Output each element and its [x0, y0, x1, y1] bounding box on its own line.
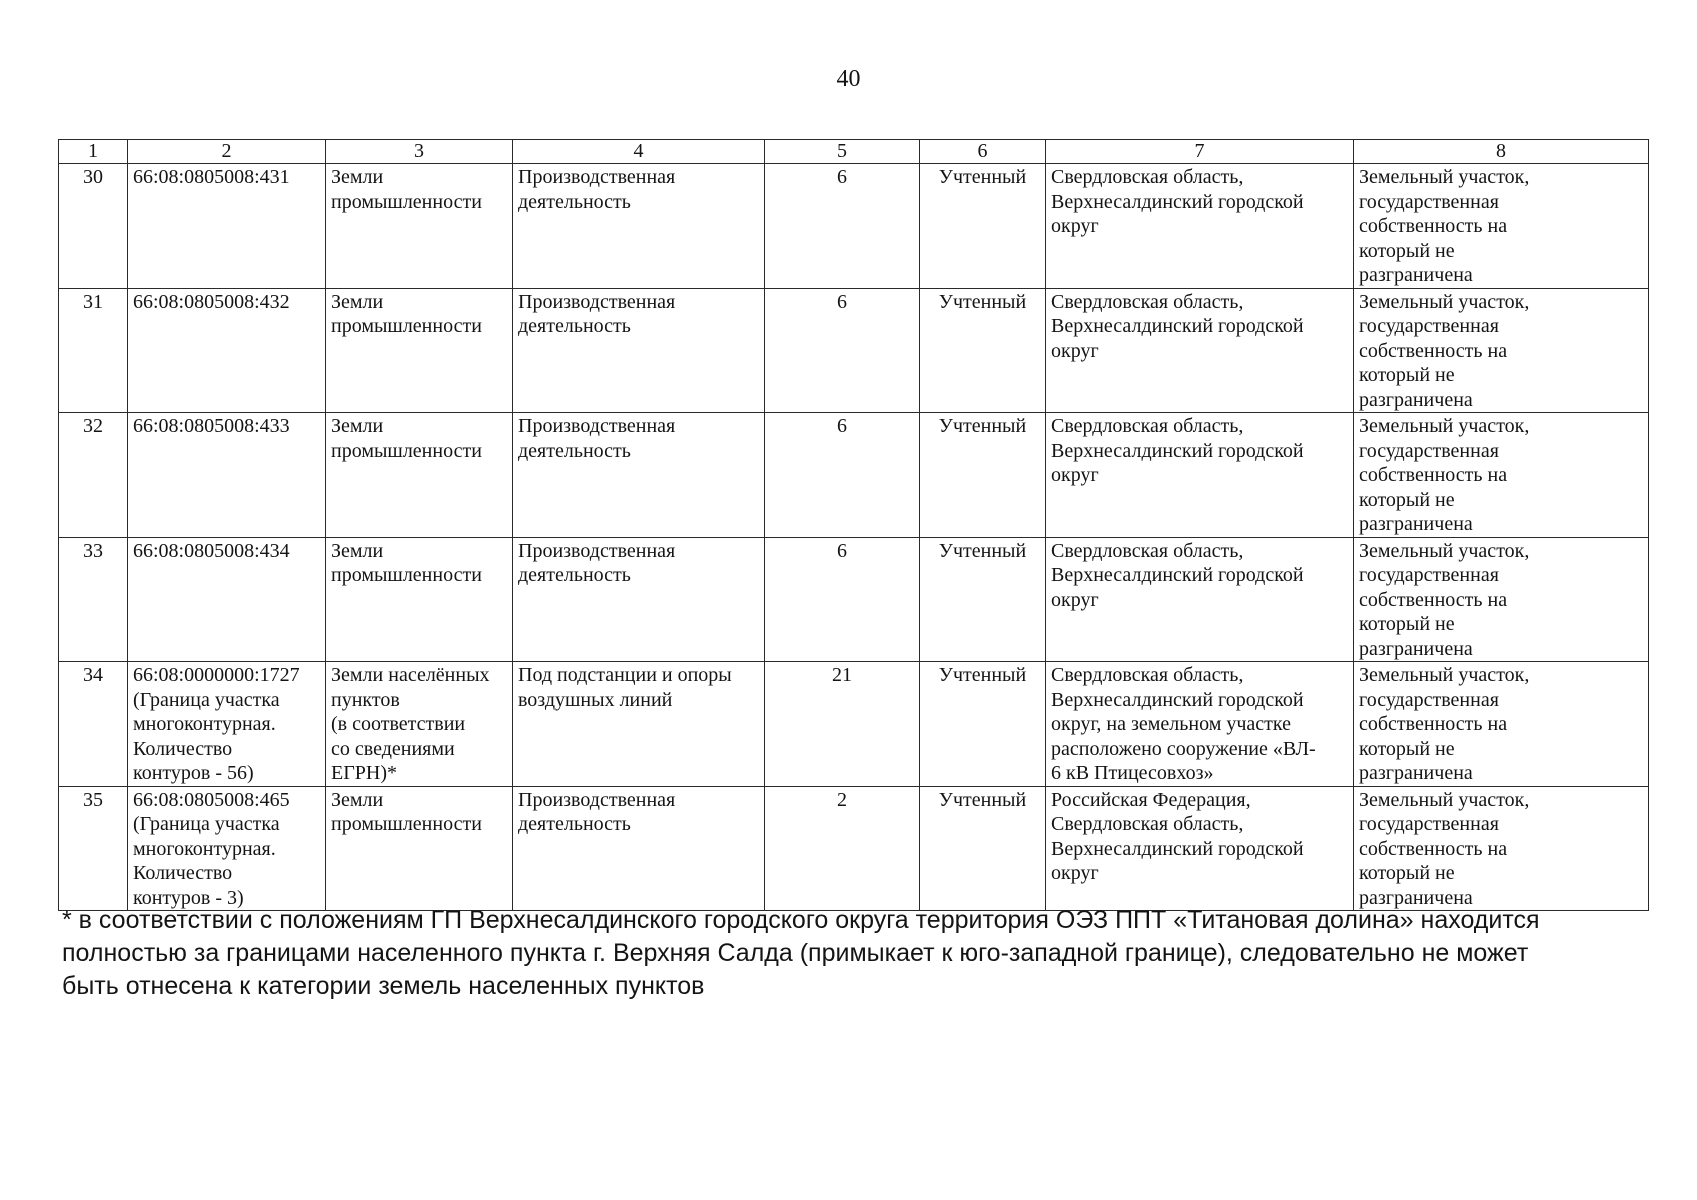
cell-text-line: Свердловская область, — [1051, 415, 1244, 437]
land-category-cell — [326, 537, 513, 662]
cell-text-line: Свердловская область, — [1051, 539, 1244, 562]
row-number-cell: 31 — [59, 288, 128, 413]
cell-text-line: Верхнесалдинский городской — [1051, 688, 1304, 711]
cell-text-line: Земли — [331, 166, 384, 188]
column-number: 8 — [1354, 140, 1649, 164]
land-category-cell — [326, 288, 513, 413]
permitted-use-cell — [513, 164, 765, 289]
cell-text-line: Производственная — [518, 290, 676, 313]
ownership-cell — [1354, 662, 1649, 787]
area-cell: 6 — [765, 537, 920, 662]
cell-text-line: промышленности — [331, 813, 482, 835]
cell-text-line: Верхнесалдинский городской — [1051, 439, 1304, 462]
status-cell: Учтенный — [920, 413, 1046, 538]
cell-text-line: Земельный участок, — [1359, 539, 1530, 562]
cell-text-line: Верхнесалдинский городской — [1051, 564, 1304, 586]
cell-text-line: деятельность — [518, 439, 631, 462]
cell-text-line: Свердловская область, — [1051, 664, 1244, 686]
cell-text-line: Под подстанции и опоры — [518, 664, 732, 686]
cell-text-line: Российская Федерация, — [1051, 788, 1251, 811]
column-number: 3 — [326, 140, 513, 164]
cell-text-line: воздушных линий — [518, 688, 673, 711]
cell-text-line: промышленности — [331, 439, 482, 462]
cell-text-line: Производственная — [518, 788, 676, 811]
cell-text-line: государственная — [1359, 688, 1499, 711]
cell-text-line: Земли — [331, 290, 384, 313]
cadastral-number-cell — [128, 537, 326, 662]
cell-text-line: собственность на — [1359, 588, 1508, 611]
cell-text-line: округ — [1051, 339, 1099, 362]
cell-text-line: который не — [1359, 239, 1455, 262]
address-cell — [1046, 413, 1354, 538]
column-number: 5 — [765, 140, 920, 164]
cell-text-line: Производственная — [518, 415, 676, 437]
cell-text-line: (в соответствии — [331, 713, 466, 735]
column-number: 7 — [1046, 140, 1354, 164]
row-number-cell: 34 — [59, 662, 128, 787]
table-row — [59, 413, 1649, 538]
ownership-cell — [1354, 164, 1649, 289]
permitted-use-cell — [513, 288, 765, 413]
cell-text-line: контуров - 3) — [133, 886, 244, 909]
cell-text-line: Количество — [133, 862, 233, 884]
column-number: 1 — [59, 140, 128, 164]
table-row — [59, 537, 1649, 662]
cell-text-line: Свердловская область, — [1051, 166, 1244, 188]
land-category-cell — [326, 786, 513, 911]
cell-text-line: многоконтурная. — [133, 713, 276, 735]
cell-text-line: Земли — [331, 788, 384, 811]
row-number-cell: 30 — [59, 164, 128, 289]
cell-text-line: промышленности — [331, 190, 482, 213]
address-cell — [1046, 662, 1354, 787]
page-number: 40 — [836, 66, 861, 92]
cell-text-line: Земельный участок, — [1359, 290, 1530, 313]
cell-text-line: 66:08:0805008:431 — [133, 166, 290, 188]
footnote-line: * в соответствии с положениям ГП Верхнесалдинского городского округа территория ОЭЗ ППТ «Титановая долина» находится — [62, 906, 1540, 934]
cell-text-line: государственная — [1359, 315, 1499, 337]
cell-text-line: контуров - 56) — [133, 762, 254, 784]
ownership-cell — [1354, 288, 1649, 413]
cell-text-line: Количество — [133, 737, 233, 760]
cell-text-line: округ, на земельном участке — [1051, 713, 1292, 735]
permitted-use-cell — [513, 537, 765, 662]
permitted-use-cell — [513, 786, 765, 911]
permitted-use-cell — [513, 413, 765, 538]
ownership-cell — [1354, 413, 1649, 538]
cell-text-line: разграничена — [1359, 886, 1473, 909]
cadastral-number-cell — [128, 288, 326, 413]
cell-text-line: расположено сооружение «ВЛ- — [1051, 737, 1316, 760]
cell-text-line: Верхнесалдинский городской — [1051, 837, 1304, 860]
ownership-cell — [1354, 537, 1649, 662]
cell-text-line: который не — [1359, 613, 1455, 635]
cell-text-line: Производственная — [518, 539, 676, 562]
area-cell: 6 — [765, 413, 920, 538]
area-cell: 2 — [765, 786, 920, 911]
cell-text-line: Свердловская область, — [1051, 813, 1244, 835]
footnote-line: полностью за границами населенного пункта г. Верхняя Салда (примыкает к юго-западной границе), следовательно не может — [62, 939, 1529, 967]
cell-text-line: государственная — [1359, 190, 1499, 213]
status-cell: Учтенный — [920, 164, 1046, 289]
land-plots-table — [58, 139, 1649, 911]
cell-text-line: Земли — [331, 539, 384, 562]
cell-text-line: собственность на — [1359, 837, 1508, 860]
cell-text-line: (Граница участка — [133, 688, 280, 711]
cell-text-line: деятельность — [518, 564, 631, 586]
table-row — [59, 164, 1649, 289]
address-cell — [1046, 164, 1354, 289]
cell-text-line: деятельность — [518, 190, 631, 213]
cell-text-line: Земли — [331, 415, 384, 437]
row-number-cell: 33 — [59, 537, 128, 662]
address-cell — [1046, 786, 1354, 911]
area-cell: 6 — [765, 288, 920, 413]
cell-text-line: пунктов — [331, 688, 400, 711]
row-number-cell: 35 — [59, 786, 128, 911]
area-cell: 21 — [765, 662, 920, 787]
cell-text-line: округ — [1051, 464, 1099, 486]
column-number: 6 — [920, 140, 1046, 164]
cell-text-line: 66:08:0805008:432 — [133, 290, 290, 313]
cell-text-line: Земельный участок, — [1359, 166, 1530, 188]
cell-text-line: многоконтурная. — [133, 837, 276, 860]
cadastral-number-cell — [128, 786, 326, 911]
address-cell — [1046, 288, 1354, 413]
column-number: 4 — [513, 140, 765, 164]
cell-text-line: который не — [1359, 488, 1455, 511]
cell-text-line: 66:08:0805008:465 — [133, 788, 290, 811]
cell-text-line: который не — [1359, 862, 1455, 884]
permitted-use-cell — [513, 662, 765, 787]
row-number-cell: 32 — [59, 413, 128, 538]
address-cell — [1046, 537, 1354, 662]
status-cell: Учтенный — [920, 537, 1046, 662]
status-cell: Учтенный — [920, 786, 1046, 911]
cell-text-line: собственность на — [1359, 339, 1508, 362]
cell-text-line: промышленности — [331, 564, 482, 586]
cell-text-line: Верхнесалдинский городской — [1051, 315, 1304, 337]
cell-text-line: (Граница участка — [133, 813, 280, 835]
cell-text-line: Верхнесалдинский городской — [1051, 190, 1304, 213]
status-cell: Учтенный — [920, 662, 1046, 787]
cadastral-number-cell — [128, 413, 326, 538]
table-row — [59, 786, 1649, 911]
cell-text-line: Земельный участок, — [1359, 415, 1530, 437]
cell-text-line: 66:08:0805008:434 — [133, 539, 290, 562]
cell-text-line: разграничена — [1359, 388, 1473, 411]
table-row — [59, 288, 1649, 413]
ownership-cell — [1354, 786, 1649, 911]
cell-text-line: округ — [1051, 215, 1099, 237]
cell-text-line: собственность на — [1359, 215, 1508, 237]
cell-text-line: который не — [1359, 737, 1455, 760]
cell-text-line: промышленности — [331, 315, 482, 337]
cell-text-line: Свердловская область, — [1051, 290, 1244, 313]
cell-text-line: собственность на — [1359, 464, 1508, 486]
cadastral-number-cell — [128, 662, 326, 787]
footnote-line: быть отнесена к категории земель населенных пунктов — [62, 972, 705, 1000]
cell-text-line: Производственная — [518, 166, 676, 188]
cell-text-line: разграничена — [1359, 513, 1473, 535]
land-category-cell — [326, 164, 513, 289]
status-cell: Учтенный — [920, 288, 1046, 413]
cell-text-line: который не — [1359, 364, 1455, 386]
land-category-cell — [326, 662, 513, 787]
cell-text-line: деятельность — [518, 813, 631, 835]
cell-text-line: разграничена — [1359, 264, 1473, 286]
cell-text-line: государственная — [1359, 564, 1499, 586]
column-number-row — [59, 140, 1649, 164]
cell-text-line: 66:08:0805008:433 — [133, 415, 290, 437]
land-category-cell — [326, 413, 513, 538]
area-cell: 6 — [765, 164, 920, 289]
cell-text-line: 6 кВ Птицесовхоз» — [1051, 762, 1214, 784]
cell-text-line: разграничена — [1359, 637, 1473, 660]
cell-text-line: собственность на — [1359, 713, 1508, 735]
footnote — [62, 904, 1652, 1003]
table-row — [59, 662, 1649, 787]
cell-text-line: Земли населённых — [331, 664, 490, 686]
cell-text-line: государственная — [1359, 439, 1499, 462]
cell-text-line: деятельность — [518, 315, 631, 337]
column-number: 2 — [128, 140, 326, 164]
cell-text-line: округ — [1051, 862, 1099, 884]
cell-text-line: округ — [1051, 588, 1099, 611]
cell-text-line: разграничена — [1359, 762, 1473, 784]
cell-text-line: государственная — [1359, 813, 1499, 835]
cadastral-number-cell — [128, 164, 326, 289]
cell-text-line: 66:08:0000000:1727 — [133, 664, 300, 686]
cell-text-line: ЕГРН)* — [331, 762, 398, 784]
cell-text-line: Земельный участок, — [1359, 788, 1530, 811]
cell-text-line: со сведениями — [331, 737, 455, 760]
cell-text-line: Земельный участок, — [1359, 664, 1530, 686]
